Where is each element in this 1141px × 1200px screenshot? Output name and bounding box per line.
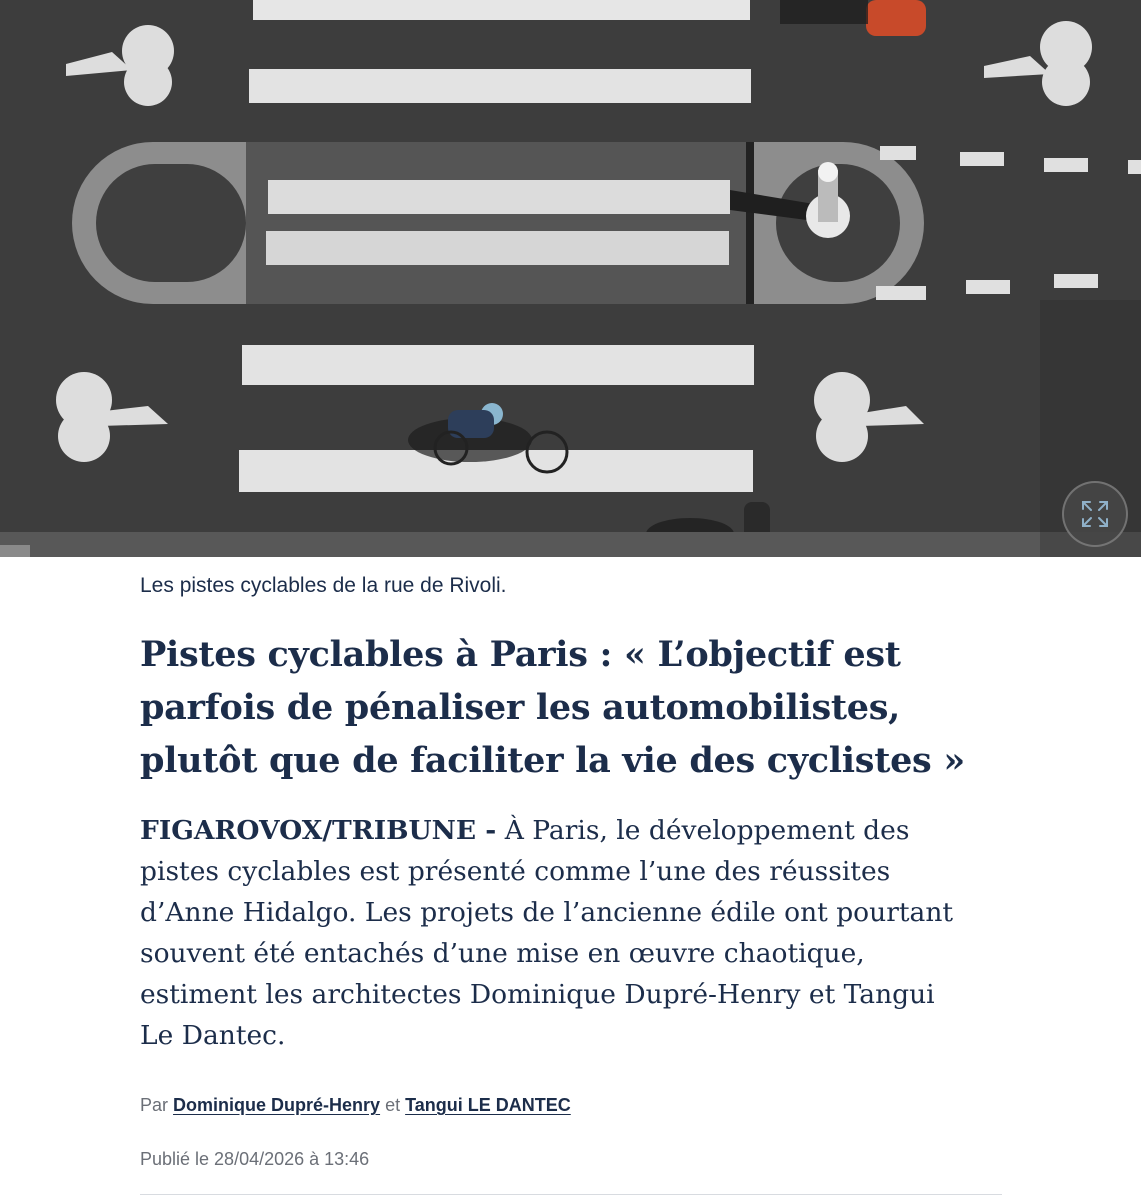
- byline-prefix: Par: [140, 1095, 169, 1115]
- article-headline: Pistes cyclables à Paris : « L’objectif est parfois de pénaliser les automobilistes, plutôt que de faciliter la vie des cyclistes »: [140, 634, 965, 781]
- hero-photo: [0, 0, 1141, 557]
- byline-join: et: [385, 1095, 401, 1115]
- street-crosswalk-photo: [0, 0, 1141, 557]
- byline: [140, 1095, 571, 1116]
- chapo-text: À Paris, le développement des pistes cyclables est présenté comme l’une des réussites d’Anne Hidalgo. Les projets de l’ancienne édile ont pourtant souvent été entachés d’une mise en œuvre chaotique, estiment les architectes Dominique Dupré-Henry et Tangui Le Dantec.: [140, 815, 954, 1051]
- author-link-le-dantec[interactable]: Tangui LE DANTEC: [405, 1095, 571, 1115]
- chapo-kicker: FIGAROVOX/TRIBUNE -: [140, 815, 497, 846]
- article-chapo: [140, 810, 960, 1056]
- expand-arrows-icon: [1080, 499, 1110, 529]
- photo-caption: Les pistes cyclables de la rue de Rivoli.: [140, 574, 507, 597]
- expand-image-button[interactable]: [1062, 481, 1128, 547]
- divider: [140, 1194, 1002, 1195]
- author-link-dupre-henry[interactable]: Dominique Dupré-Henry: [173, 1095, 381, 1115]
- publish-date: Publié le 28/04/2026 à 13:46: [140, 1149, 370, 1169]
